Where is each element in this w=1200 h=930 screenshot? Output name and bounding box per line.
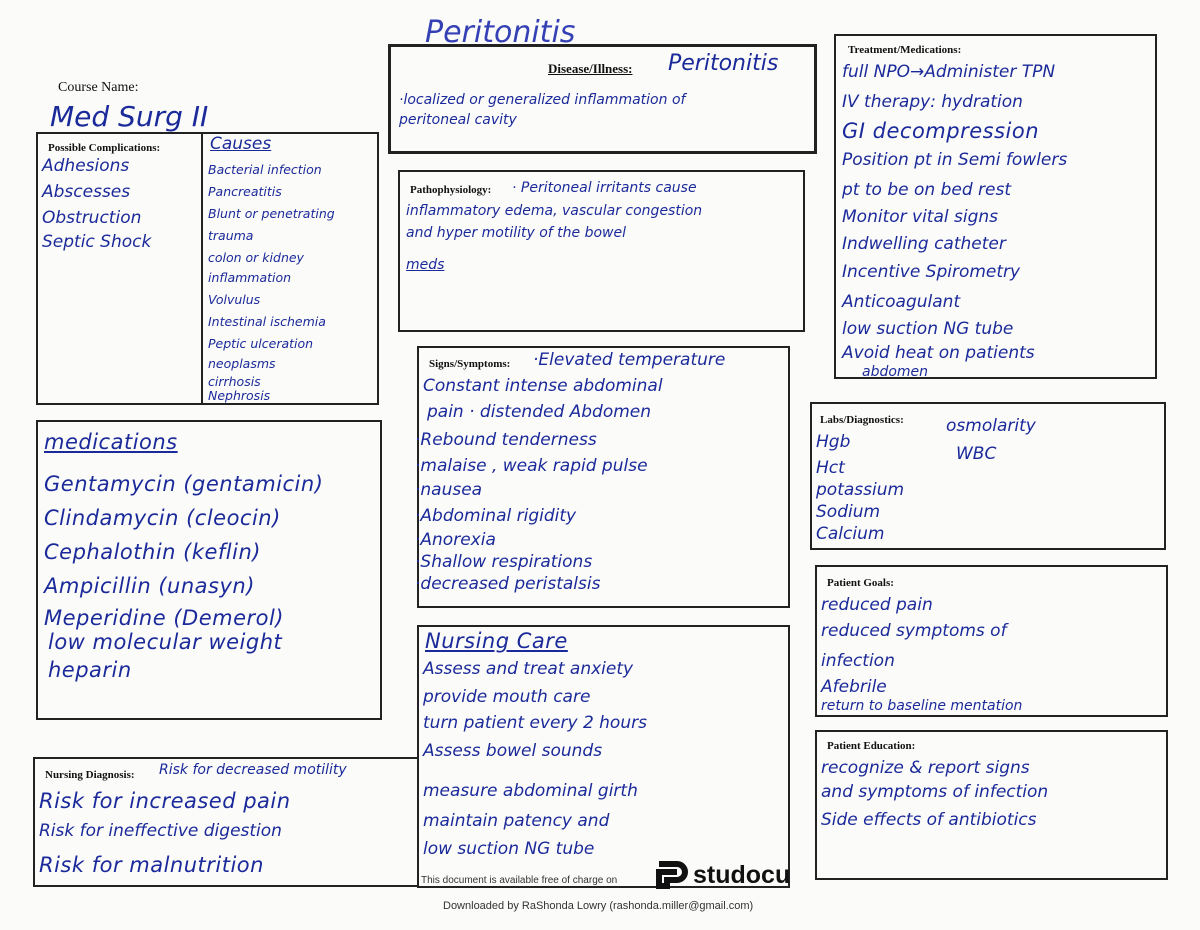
medications-box [36,420,382,720]
lab-item: WBC [956,444,997,464]
treatment-item: Incentive Spirometry [842,262,1021,282]
complication-item: Septic Shock [42,232,152,252]
complication-item: Adhesions [42,156,130,176]
lab-item: osmolarity [946,416,1036,436]
cause-item: Peptic ulceration [208,336,314,351]
nursing-diagnosis-box [33,757,419,887]
treatment-item: Anticoagulant [842,292,961,312]
nursing-diagnosis-label: Nursing Diagnosis: [45,769,135,781]
goal-item: reduced pain [821,595,933,615]
cause-item: cirrhosis [208,374,261,389]
medication-item: Meperidine (Demerol) [44,606,284,630]
cause-item: Blunt or penetrating [208,206,335,221]
treatment-item: low suction NG tube [842,319,1014,339]
treatment-box [834,34,1157,379]
nursing-care-item: low suction NG tube [423,839,595,859]
handwritten-title: Peritonitis [425,15,576,50]
medication-item: low molecular weight [48,630,283,654]
goal-item: return to baseline mentation [821,698,1023,714]
treatment-label: Treatment/Medications: [848,44,962,56]
availability-note: This document is available free of charge on [421,875,618,886]
cause-item: Bacterial infection [208,162,322,177]
nursing-diagnosis-item: Risk for ineffective digestion [39,821,282,841]
disease-label: Disease/Illness: [548,61,633,76]
lab-item: Hgb [816,432,851,452]
studocu-brand-text: studocu [693,860,791,889]
medication-item: Clindamycin (cleocin) [44,506,281,530]
cause-item: Intestinal ischemia [208,314,326,329]
lab-item: Sodium [816,502,881,522]
lab-item: Hct [816,458,845,478]
cause-item: Nephrosis [208,388,271,403]
disease-desc-line: ·localized or generalized inflammation of [399,92,686,108]
patient-goals-box [815,565,1168,717]
treatment-item: full NPO→Administer TPN [842,62,1056,82]
nursing-care-box [417,625,790,888]
symptom-line: ·malaise , weak rapid pulse [415,456,648,476]
treatment-item: Indwelling catheter [842,234,1006,254]
treatment-item: IV therapy: hydration [842,92,1023,112]
treatment-item: abdomen [862,364,929,380]
causes-heading: Causes [210,134,272,154]
pathophysiology-line: and hyper motility of the bowel [406,225,627,241]
treatment-item: Monitor vital signs [842,207,999,227]
symptom-line: ·Elevated temperature [533,350,726,370]
cause-item: neoplasms [208,356,276,371]
complication-item: Abscesses [42,182,131,202]
treatment-item: Avoid heat on patients [842,343,1035,363]
disease-box [388,44,817,154]
downloaded-by-note: Downloaded by RaShonda Lowry (rashonda.miller@gmail.com) [443,900,754,912]
medications-heading: medications [44,430,178,454]
nursing-diagnosis-item: Risk for malnutrition [39,853,264,877]
patient-education-box [815,730,1168,880]
studocu-logo[interactable] [655,858,790,892]
symptom-line: ·Abdominal rigidity [415,506,577,526]
patient-goals-label: Patient Goals: [827,577,894,589]
complications-label: Possible Complications: [48,142,161,154]
studocu-s-icon [655,858,689,892]
pathophysiology-box [398,170,805,332]
nursing-care-item: Assess and treat anxiety [423,659,634,679]
education-item: recognize & report signs [821,758,1030,778]
symptom-line: ·decreased peristalsis [415,574,601,594]
patient-education-label: Patient Education: [827,740,916,752]
cause-item: Pancreatitis [208,184,282,199]
medication-item: Cephalothin (keflin) [44,540,261,564]
cause-item: colon or kidney [208,250,304,265]
complications-divider [201,134,203,403]
signs-symptoms-label: Signs/Symptoms: [429,358,511,370]
nursing-care-item: maintain patency and [423,811,610,831]
nursing-care-item: turn patient every 2 hours [423,713,647,733]
pathophysiology-label: Pathophysiology: [410,184,492,196]
education-item: and symptoms of infection [821,782,1049,802]
nursing-care-heading: Nursing Care [425,629,568,653]
symptom-line: Constant intense abdominal [423,376,663,396]
goal-item: Afebrile [821,677,887,697]
lab-item: potassium [816,480,905,500]
symptom-line: ·Shallow respirations [415,552,593,572]
labs-box [810,402,1166,550]
nursing-diagnosis-first: Risk for decreased motility [159,762,347,778]
course-name-value: Med Surg II [50,100,209,133]
goal-item: infection [821,651,895,671]
education-item: Side effects of antibiotics [821,810,1037,830]
goal-item: reduced symptoms of [821,621,1007,641]
pathophysiology-meds: meds [406,257,445,273]
pathophysiology-line: · Peritoneal irritants cause [512,180,697,196]
medication-item: heparin [48,658,132,682]
symptom-line: ·Anorexia [415,530,496,550]
nursing-care-item: measure abdominal girth [423,781,638,801]
cause-item: trauma [208,228,254,243]
nursing-diagnosis-item: Risk for increased pain [39,789,291,813]
symptom-line: ·nausea [415,480,483,500]
treatment-item: pt to be on bed rest [842,180,1011,200]
medication-item: Gentamycin (gentamicin) [44,472,324,496]
treatment-item: GI decompression [842,119,1039,143]
medication-item: Ampicillin (unasyn) [44,574,255,598]
cause-item: Volvulus [208,292,261,307]
disease-value: Peritonitis [668,51,779,76]
disease-desc-line: peritoneal cavity [399,112,517,128]
symptom-line: pain · distended Abdomen [427,402,652,422]
treatment-item: Position pt in Semi fowlers [842,150,1068,170]
cause-item: inflammation [208,270,292,285]
pathophysiology-line: inflammatory edema, vascular congestion [406,203,703,219]
course-name-label: Course Name: [58,80,139,95]
nursing-care-item: Assess bowel sounds [423,741,603,761]
complications-box [36,132,379,405]
symptom-line: ·Rebound tenderness [415,430,597,450]
complication-item: Obstruction [42,208,142,228]
nursing-care-item: provide mouth care [423,687,591,707]
labs-label: Labs/Diagnostics: [820,414,904,426]
signs-symptoms-box [417,346,790,608]
lab-item: Calcium [816,524,885,544]
